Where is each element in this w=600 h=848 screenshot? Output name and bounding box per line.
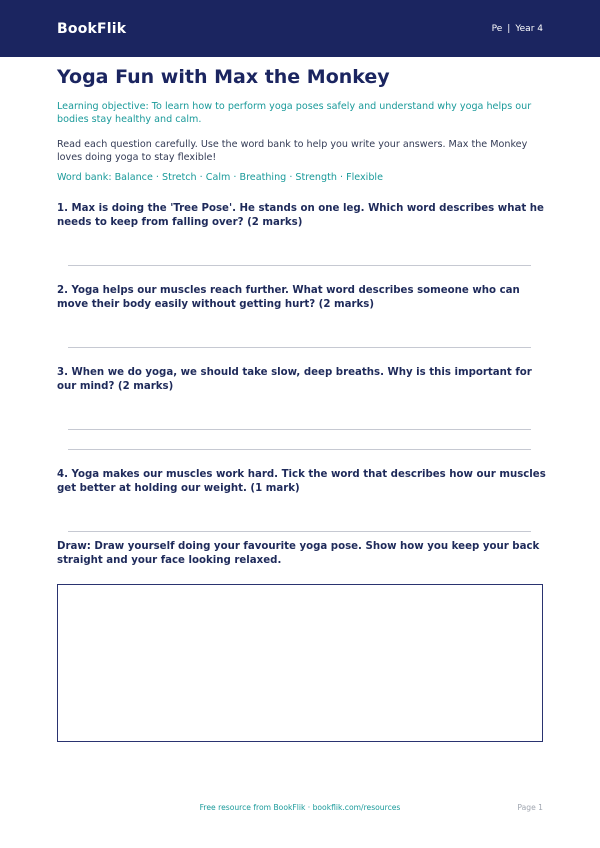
brand-logo: BookFlik (57, 20, 127, 37)
question-1: 1. Max is doing the 'Tree Pose'. He stands on one leg. Which word describes what he needs to keep from falling over? (2 marks) (57, 203, 544, 228)
question-4: 4. Yoga makes our muscles work hard. Tick the word that describes how our muscles get better at holding our weight. (1 mark) (57, 469, 546, 494)
year-label: Year 4 (515, 23, 543, 34)
footer-text: Free resource from BookFlik · bookflik.com/resources (199, 803, 401, 812)
answer-line-4[interactable] (68, 531, 531, 532)
page-number: Page 1 (517, 803, 543, 812)
draw-task: Draw: Draw yourself doing your favourite yoga pose. Show how you keep your back straight and your face looking relaxed. (57, 541, 540, 566)
answer-line-3b[interactable] (68, 449, 531, 450)
learning-objective: Learning objective: To learn how to perform yoga poses safely and understand why yoga helps our bodies stay healthy and calm. (57, 101, 532, 125)
subject-year-label (492, 24, 543, 34)
answer-line-3a[interactable] (68, 429, 531, 430)
instructions: Read each question carefully. Use the word bank to help you write your answers. Max the Monkey loves doing yoga to stay flexible! (57, 139, 528, 163)
subject-label: Pe (491, 23, 503, 34)
drawing-box[interactable] (57, 584, 543, 742)
page-header (0, 0, 600, 57)
answer-line-2[interactable] (68, 347, 531, 348)
question-3: 3. When we do yoga, we should take slow, deep breaths. Why is this important for our mind? (2 marks) (57, 367, 532, 392)
answer-line-1[interactable] (68, 265, 531, 266)
meta-separator: | (507, 23, 511, 34)
word-bank: Word bank: Balance · Stretch · Calm · Breathing · Strength · Flexible (57, 172, 383, 183)
page-title: Yoga Fun with Max the Monkey (57, 66, 390, 88)
question-2: 2. Yoga helps our muscles reach further. What word describes someone who can move their body easily without getting hurt? (2 marks) (57, 285, 520, 310)
